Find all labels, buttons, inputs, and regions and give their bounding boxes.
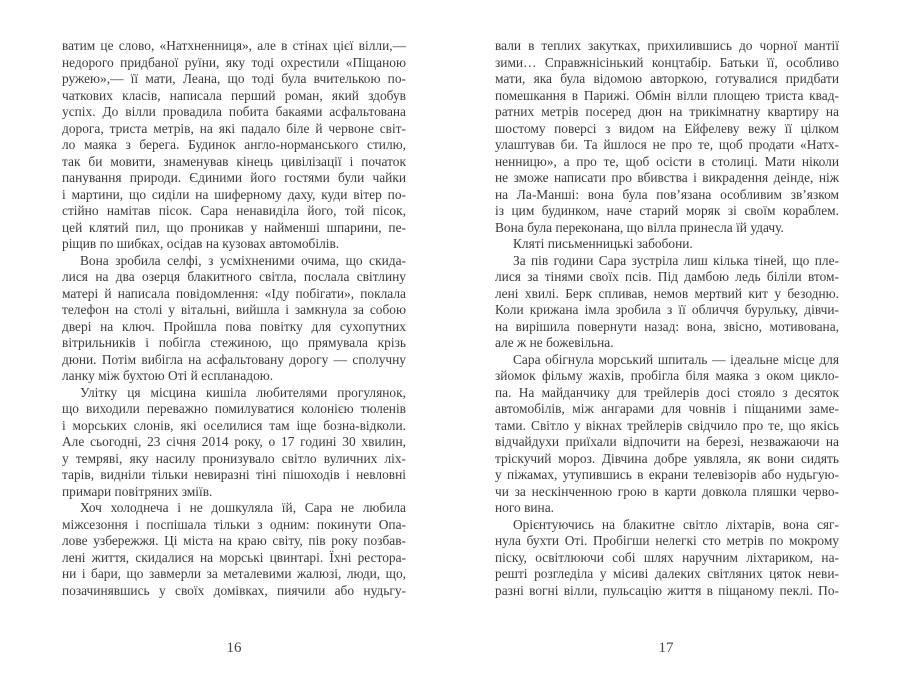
text-line: вали в теплих закутках, прихилившись до чорної мантії xyxy=(495,38,839,53)
text-line: телефон на столі у вітальні, вийшла і замкнула за собою xyxy=(62,302,406,317)
text-line: не зможе написати про вбивства і викрадення деінде, ніж xyxy=(495,170,839,185)
text-line: і мартини, що сиділи на шиферному даху, куди вітер по- xyxy=(62,186,406,202)
text-line: зйомок фільму жахів, пробігла біля маяка з оком цикло- xyxy=(495,368,839,383)
text-line: лися за тінями своїх псів. Під дамбою ледь біліли втом- xyxy=(495,269,839,284)
text-line: із цим будинком, наче старий моряк зі своїм кораблем. xyxy=(495,203,839,218)
right-page-text xyxy=(495,38,839,599)
text-line: ланку між бухтою Оті й еспланадою. xyxy=(62,368,274,383)
text-line: матері й написала повідомлення: «Іду побігати», поклала xyxy=(62,285,406,301)
text-line: чи за нескінченною грою в карти довкола пляшки черво- xyxy=(495,483,839,499)
text-line: чаткових класів, написала перший роман, який здобув xyxy=(62,87,406,103)
text-line: мати, яка була відомою авторкою, готувалися придбати xyxy=(495,71,839,86)
text-line: у піжамах, утупившись в екрани телевізорів або нудьгую- xyxy=(495,467,839,482)
page-number-right: 17 xyxy=(658,640,674,656)
text-line: ненницю», а про те, щоб осісти в столиці. Мати ніколи xyxy=(495,153,839,169)
text-line: позачинявшись у своїх домівках, пиячили або нудьгу- xyxy=(62,582,406,598)
text-line: піску, освітлюючи собі шлях наручним ліхтариком, на- xyxy=(495,549,839,565)
text-line: ло маяка з берега. Будинок англо-норманського стилю, xyxy=(62,137,406,152)
text-line: на вирішила повернути назад: вона, звісно, мотивована, xyxy=(495,318,839,334)
text-line: відчайдухи приїхали відпочити на березі, незважаючи на xyxy=(495,434,839,449)
text-line: стійно намітав пісок. Сара ненавиділа його, той пісок, xyxy=(62,203,406,218)
text-line: міжсезоння і поспішала тільки з одним: покинути Опа- xyxy=(62,516,406,532)
text-line: Вона була переконана, що вілла принесла їй удачу. xyxy=(495,219,784,235)
text-line: лове узбережжя. Ці міста на краю світу, пів року позбав- xyxy=(62,533,406,548)
text-line: Кляті письменницькі забобони. xyxy=(513,236,693,251)
left-page-text xyxy=(62,38,406,599)
text-line: ружею»,— її мати, Леана, що тоді була вчителькою по- xyxy=(62,71,406,86)
text-line: Улітку ця місцина кишіла любителями прогулянок, xyxy=(80,384,406,400)
text-line: ратних метрів посеред дюн на трикімнатну квартиру на xyxy=(495,104,839,119)
page-number-left: 16 xyxy=(226,640,242,656)
text-line: успіх. До вілли провадила побита бакаями асфальтована xyxy=(62,104,406,119)
text-line: лені хвилі. Берк спливав, немов мертвий кит у безодню. xyxy=(495,285,839,301)
text-line: і морських слонів, які оселилися там іще бозна-відколи. xyxy=(62,417,406,433)
text-line: па. На майданчику для трейлерів досі стояло з десяток xyxy=(495,384,839,400)
text-line: Коли крижана імла зробила з її обличчя бурульку, дівчи- xyxy=(495,302,839,317)
text-line: вітрильників і побігла стежиною, що прямувала крізь xyxy=(62,335,406,350)
text-line: цей клятий пил, що проникав у найменші шпарини, пе- xyxy=(62,219,406,235)
text-line: помешкання в Парижі. Обмін вілли площею триста квад- xyxy=(495,87,839,103)
text-line: на Ла-Манші: вона була пов’язана особливим зв’язком xyxy=(495,186,839,202)
text-line: За пів години Сара зустріла лиш кілька тіней, що пле- xyxy=(513,252,839,268)
text-line: панування природи. Єдиними його гостями були чайки xyxy=(62,170,406,185)
text-line: що виходили переважно помилуватися колонією тюленів xyxy=(62,401,406,416)
text-line: так би мовити, знаменував кінець цивілізації і початок xyxy=(62,153,406,169)
text-line: Орієнтуючись на блакитне світло ліхтарів, вона сяг- xyxy=(513,516,839,532)
text-line: Сара обігнула морський шпиталь — ідеальне місце для xyxy=(513,351,839,367)
text-line: дорога, триста метрів, на які падало біле й червоне світ- xyxy=(62,120,406,136)
text-line: Хоч холоднеча і не дошкуляла їй, Сара не любила xyxy=(80,500,406,515)
text-line: зими… Справжнісінький концтабір. Батьки її, особливо xyxy=(495,54,839,70)
text-line: дюни. Потім вибігла на асфальтовану дорогу — сполучну xyxy=(62,351,406,367)
text-line: шостому поверсі з видом на Ейфелеву вежу її цілком xyxy=(495,120,839,136)
text-line: улаштував би. Та йшлося не про те, щоб продати «Натх- xyxy=(495,137,839,152)
text-line: решті розгледіла у місиві далеких світляних цяток неви- xyxy=(495,566,839,581)
text-line: тами. Світло у вікнах трейлерів свідчило про те, що якісь xyxy=(495,417,839,433)
text-line: ного вина. xyxy=(495,500,555,515)
text-line: ріщив по шибках, осідав на кузовах автомобілів. xyxy=(62,236,340,251)
text-line: разні вогні вілли, пульсацію життя в піщаному пеклі. По- xyxy=(495,582,839,598)
text-line: Але сьогодні, 23 січня 2014 року, о 17 годині 30 хвилин, xyxy=(62,434,406,449)
text-line: примари повітряних зміїв. xyxy=(62,483,213,499)
text-line: тарів, видніли тільки невиразні тіні пішоходів і невловні xyxy=(62,467,406,482)
text-line: недорого придбаної руїни, яку тоді охрестили «Піщаною xyxy=(62,54,406,70)
text-line: ватим це слово, «Натхненниця», але в стінах цієї вілли,— xyxy=(62,38,406,53)
text-line: у темряві, яку насилу пронизувало світло вуличних ліх- xyxy=(62,450,406,466)
text-line: але ж не божевільна. xyxy=(495,335,614,350)
text-line: автомобілів, між ангарами для човнів і піщаними заме- xyxy=(495,401,839,416)
text-line: лися на два озерця блакитного світла, послала світлину xyxy=(62,269,406,284)
text-line: ни і бари, що завмерли за металевими жалюзі, люди, що, xyxy=(62,566,406,581)
text-line: нула бухти Оті. Пробігши нелегкі сто метрів по мокрому xyxy=(495,533,839,548)
text-line: лені життя, скидалися на морські цвинтарі. Їхні ресторa- xyxy=(62,549,406,565)
text-line: двері на ключ. Пройшла пова повітку для сухопутних xyxy=(62,318,406,334)
text-line: Вона зробила селфі, з усміхненими очима, що скида- xyxy=(80,252,406,268)
text-line: тріскучий мороз. Дівчина добре уявляла, як вони сидять xyxy=(495,450,839,466)
